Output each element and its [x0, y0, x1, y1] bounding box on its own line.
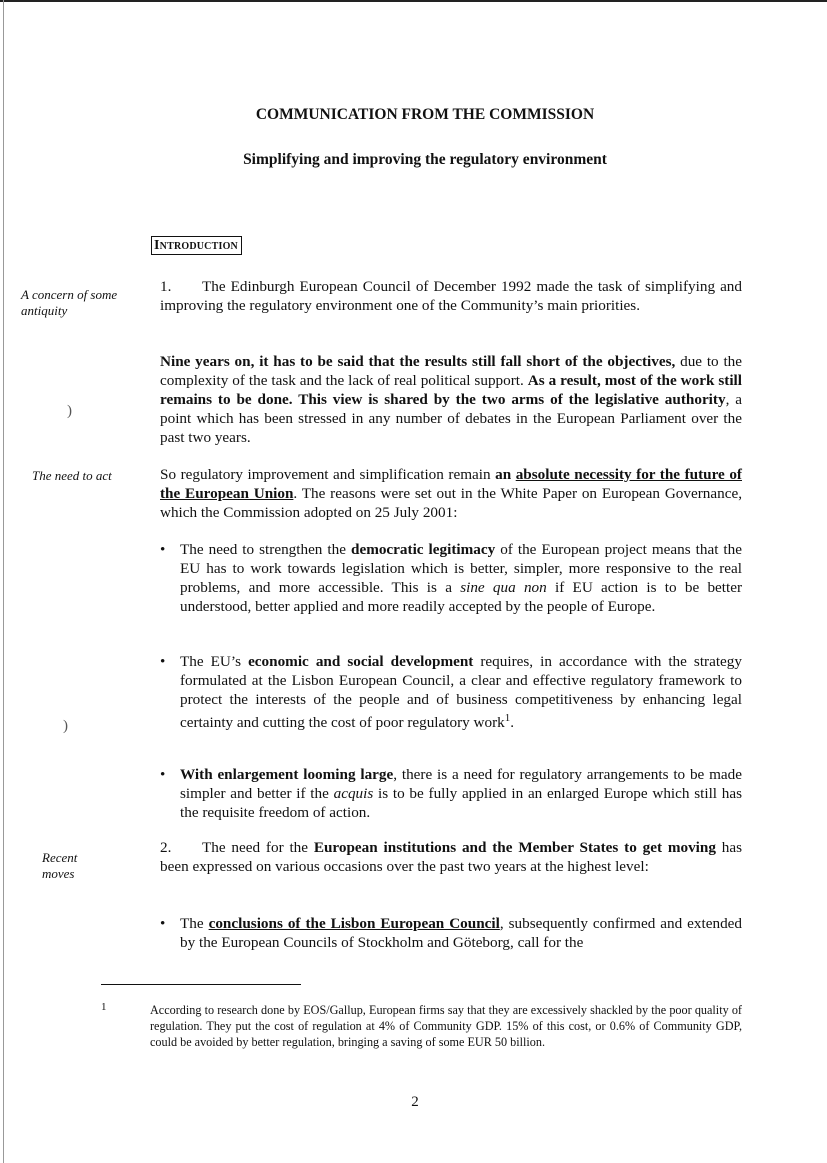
footnote-divider: [101, 984, 301, 985]
margin-note-need: The need to act: [32, 468, 112, 483]
left-border: [3, 0, 4, 1163]
bullet-icon: •: [160, 653, 166, 670]
bullet-icon: •: [160, 541, 166, 558]
bullet-icon: •: [160, 915, 166, 932]
footnote-number: 1: [101, 1001, 107, 1013]
paragraph-number: 2.: [160, 839, 172, 856]
document-title: COMMUNICATION FROM THE COMMISSION: [255, 106, 595, 123]
margin-note-concern: A concern of some antiquity: [21, 287, 118, 318]
paragraph-1: 1. The Edinburgh European Council of December 1992 made the task of simplifying and improving the regulatory environment one of the Community’s main priorities.: [160, 278, 742, 314]
margin-bracket-mark: ): [63, 718, 68, 734]
bullet-item-legitimacy: • The need to strengthen the democratic legitimacy of the European project means that the EU has to work towards legislation which is better, simpler, more responsive to the real problems, and more accessible. This is a sine qua non if EU action is to be better understood, better applied and more readily accepted by the people of Europe.: [160, 541, 743, 615]
footnote-reference[interactable]: 1: [504, 712, 511, 724]
bullet-item-lisbon: • The conclusions of the Lisbon European Council, subsequently confirmed and extended by the European Councils of Stockholm and Göteborg, call for the: [160, 915, 742, 951]
paragraph-2: 2. The need for the European institutions and the Member States to get moving has been expressed on various occasions over the past two years at the highest level:: [160, 839, 743, 875]
footnote-text: According to research done by EOS/Gallup, European firms say that they are excessively shackled by the poor quality of regulation. They put the cost of regulation at 4% of Community GDP. 15% of this cost, or 0.6% of Community GDP, could be avoided by better regulation, bringing a saving of some EUR 50 billion.: [150, 1003, 742, 1049]
section-heading: Introduction: [151, 236, 242, 255]
document-subtitle: Simplifying and improving the regulatory environment: [243, 151, 607, 168]
margin-note-recent: Recent moves: [42, 850, 78, 881]
top-border: [0, 0, 827, 2]
bullet-item-economic: • The EU’s economic and social development requires, in accordance with the strategy formulated at the Lisbon European Council, a clear and effective regulatory framework to protect the interests of the people and of business competitiveness by enhancing legal certainty and cutting the cost of poor regulatory work$^1$.: [160, 653, 742, 732]
page-number: 2: [411, 1094, 419, 1110]
paragraph-necessity: So regulatory improvement and simplification remain an absolute necessity for the future of the European Union. The reasons were set out in the White Paper on European Governance, which the Commission adopted on 25 July 2001:: [160, 466, 742, 521]
margin-bracket-mark: ): [67, 403, 72, 419]
bullet-icon: •: [160, 766, 166, 783]
paragraph-results: Nine years on, it has to be said that the results still fall short of the objectives, due to the complexity of the task and the lack of real political support. As a result, most of the work still remains to be done. This view is shared by the two arms of the legislative authority, a point which has been stressed in any number of debates in the European Parliament over the past two years.: [160, 353, 743, 446]
bullet-item-enlargement: • With enlargement looming large, there is a need for regulatory arrangements to be made simpler and better if the acquis is to be fully applied in an enlarged Europe which still has the requisite freedom of action.: [160, 766, 743, 821]
paragraph-number: 1.: [160, 278, 172, 295]
